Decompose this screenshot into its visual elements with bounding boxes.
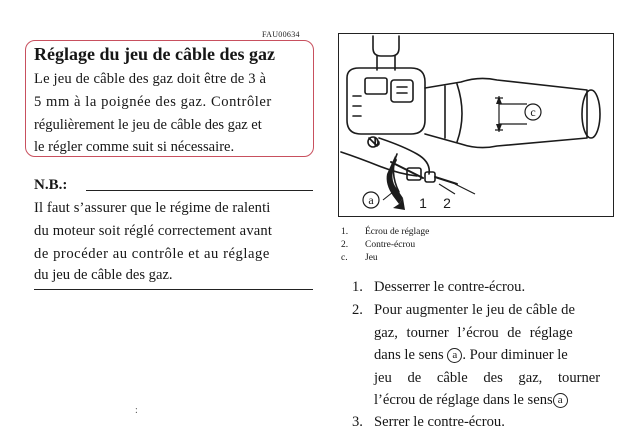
step-line: Serrer le contre-écrou.	[374, 414, 505, 430]
section-line: régulièrement le jeu de câble des gaz et	[34, 117, 262, 133]
legend-text: Écrou de réglage	[365, 227, 430, 237]
step-text: . Pour diminuer le	[462, 347, 568, 363]
throttle-illustration	[339, 34, 614, 217]
callout-c: c	[530, 105, 536, 119]
direction-mark: a	[553, 393, 568, 408]
section-line: 5 mm à la poignée des gaz. Contrôler	[34, 94, 272, 110]
legend-num: c.	[341, 253, 348, 263]
stray-mark: :	[135, 405, 138, 416]
legend-item	[341, 227, 429, 237]
step-number: 2.	[352, 302, 363, 318]
step-text: dans le sens	[374, 347, 444, 363]
note-line: du jeu de câble des gaz.	[34, 267, 173, 283]
step-text: l’écrou de réglage dans le sens	[374, 392, 553, 408]
step-number: 1.	[352, 279, 363, 295]
legend-item	[341, 240, 415, 250]
note-line: Il faut s’assurer que le régime de ralenti	[34, 200, 271, 216]
note-line: du moteur soit réglé correctement avant	[34, 223, 273, 239]
legend-text: Jeu	[365, 253, 378, 263]
note-line: de procéder au contrôle et au réglage	[34, 246, 270, 262]
callout-b: b	[373, 135, 381, 149]
note-end-rule	[34, 289, 313, 290]
section-code: FAU00634	[262, 30, 300, 39]
step-line	[374, 392, 568, 409]
throttle-figure	[338, 33, 614, 217]
note-rule	[86, 190, 313, 191]
step-line	[374, 347, 568, 364]
legend-num: 2.	[341, 240, 349, 250]
step-line: Pour augmenter le jeu de câble de	[374, 302, 576, 318]
callout-2: 2	[443, 195, 451, 211]
direction-mark: a	[447, 348, 462, 363]
step-number: 3.	[352, 414, 363, 430]
callout-1: 1	[419, 195, 427, 211]
note-label: N.B.:	[34, 177, 68, 193]
section-line: Le jeu de câble des gaz doit être de 3 à	[34, 71, 267, 87]
callout-a: a	[368, 193, 374, 207]
step-line: gaz, tourner l’écrou de réglage	[374, 325, 573, 341]
section-title: Réglage du jeu de câble des gaz	[34, 44, 275, 64]
step-line: jeu de câble des gaz, tourner	[374, 370, 601, 386]
section-line: le régler comme suit si nécessaire.	[34, 139, 235, 155]
legend-item	[341, 253, 378, 263]
legend-num: 1.	[341, 227, 349, 237]
step-line: Desserrer le contre-écrou.	[374, 279, 526, 295]
legend-text: Contre-écrou	[365, 240, 416, 250]
